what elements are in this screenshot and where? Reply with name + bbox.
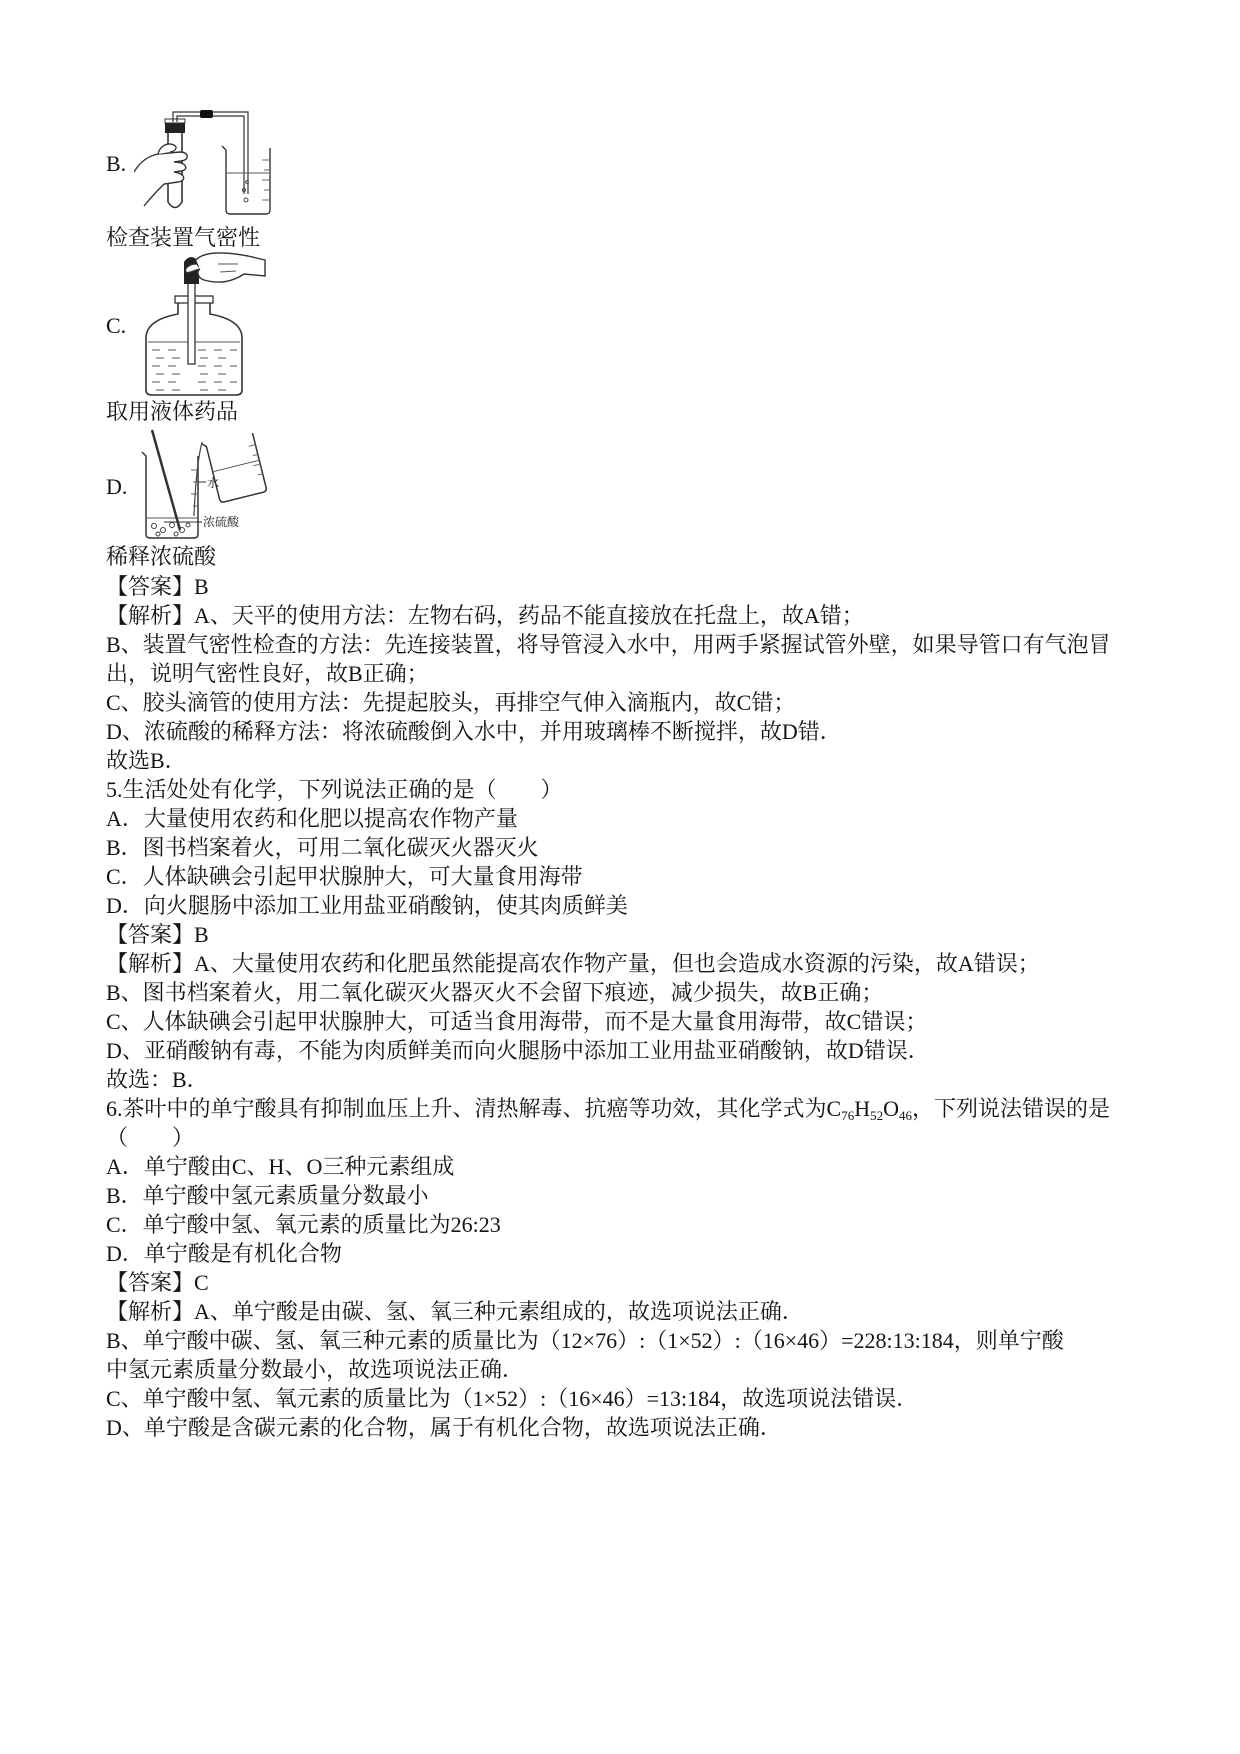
q6-answer: 【答案】C [106, 1270, 209, 1295]
q6-option-a: A．单宁酸由C、H、O三种元素组成 [106, 1154, 455, 1179]
q4-analysis-line: 【解析】A、天平的使用方法：左物右码，药品不能直接放在托盘上，故A错； [106, 603, 864, 628]
q5-option-b: B．图书档案着火，可用二氧化碳灭火器灭火 [106, 835, 539, 860]
q4-analysis-line: B、装置气密性检查的方法：先连接装置，将导管浸入水中，用两手紧握试管外壁，如果导管口有气泡冒 [106, 632, 1111, 657]
right-beaker [202, 431, 267, 504]
option-c-label: C. [106, 313, 127, 338]
q5-option-c: C．人体缺碘会引起甲状腺肿大，可大量食用海带 [106, 864, 583, 889]
q6-analysis-line: 中氢元素质量分数最小，故选项说法正确． [106, 1357, 525, 1382]
dropper-figure [138, 252, 266, 397]
acid-label: 浓硫酸 [203, 515, 240, 529]
option-c-caption: 取用液体药品 [106, 399, 239, 424]
q6-option-b: B．单宁酸中氢元素质量分数最小 [106, 1183, 429, 1208]
glass-rod [152, 430, 180, 530]
option-b-label: B. [106, 151, 127, 176]
tube-clip [200, 110, 213, 118]
option-d-label: D. [106, 474, 128, 499]
airtightness-check-figure [134, 110, 274, 216]
option-d-caption: 稀释浓硫酸 [106, 544, 217, 569]
dropper [184, 257, 199, 364]
q6-stem [106, 1094, 1110, 1123]
q4-analysis-line: C、胶头滴管的使用方法：先提起胶头，再排空气伸入滴瓶内，故C错； [106, 690, 796, 715]
formula-subscript: 46 [898, 1108, 912, 1123]
option-b-caption: 检查装置气密性 [106, 225, 261, 250]
beaker [222, 146, 270, 214]
formula-subscript: 76 [841, 1108, 855, 1123]
rubber-stopper [165, 119, 185, 133]
tannic-acid-formula [827, 1096, 912, 1121]
q6-option-c: C．单宁酸中氢、氧元素的质量比为26:23 [106, 1212, 501, 1237]
q5-analysis-line: C、人体缺碘会引起甲状腺肿大，可适当食用海带，而不是大量食用海带，故C错误； [106, 1009, 928, 1034]
q4-analysis-line: D、浓硫酸的稀释方法：将浓硫酸倒入水中，并用玻璃棒不断搅拌，故D错． [106, 719, 842, 744]
q6-analysis-line: 【解析】A、单宁酸是由碳、氢、氧三种元素组成的，故选项说法正确． [106, 1299, 804, 1324]
q5-option-d: D．向火腿肠中添加工业用盐亚硝酸钠，使其肉质鲜美 [106, 893, 628, 918]
formula-element: H [854, 1096, 871, 1121]
q6-analysis-line: C、单宁酸中氢、氧元素的质量比为（1×52）:（16×46）=13:184，故选项说法错误． [106, 1386, 919, 1411]
liquid [152, 523, 191, 537]
q6-answer-blank: （ ） [106, 1125, 195, 1150]
formula-element: O [883, 1096, 899, 1121]
q6-stem-before: 6.茶叶中的单宁酸具有抑制血压上升、清热解毒、抗癌等功效，其化学式为 [106, 1096, 827, 1121]
q6-analysis-line: D、单宁酸是含碳元素的化合物，属于有机化合物，故选项说法正确． [106, 1415, 782, 1440]
q5-stem: 5.生活处处有化学，下列说法正确的是（ ） [106, 777, 563, 802]
q5-analysis-line: D、亚硝酸钠有毒，不能为肉质鲜美而向火腿肠中添加工业用盐亚硝酸钠，故D错误． [106, 1038, 930, 1063]
q5-analysis-line: B、图书档案着火，用二氧化碳灭火器灭火不会留下痕迹，减少损失，故B正确； [106, 980, 884, 1005]
q4-answer: 【答案】B [106, 574, 209, 599]
hand [134, 144, 187, 206]
formula-subscript: 52 [870, 1108, 884, 1123]
bubble [244, 198, 248, 202]
dilution-figure [136, 426, 272, 541]
q5-conclusion: 故选：B． [106, 1067, 209, 1092]
formula-element: C [826, 1096, 842, 1121]
q5-analysis-line: 【解析】A、大量使用农药和化肥虽然能提高农作物产量，但也会造成水资源的污染，故A错误； [106, 951, 1040, 976]
q6-option-d: D．单宁酸是有机化合物 [106, 1241, 342, 1266]
q4-conclusion: 故选B． [106, 748, 187, 773]
water-label: 水 [207, 476, 220, 490]
q4-analysis-line: 出，说明气密性良好，故B正确； [106, 661, 429, 686]
q6-stem-after: ，下列说法错误的是 [911, 1096, 1110, 1121]
bubble [246, 181, 249, 184]
q5-option-a: A．大量使用农药和化肥以提高农作物产量 [106, 806, 518, 831]
q6-analysis-line: B、单宁酸中碳、氢、氧三种元素的质量比为（12×76）:（1×52）:（16×46）=228:13:184，则单宁酸 [106, 1328, 1064, 1353]
q5-answer: 【答案】B [106, 922, 209, 947]
